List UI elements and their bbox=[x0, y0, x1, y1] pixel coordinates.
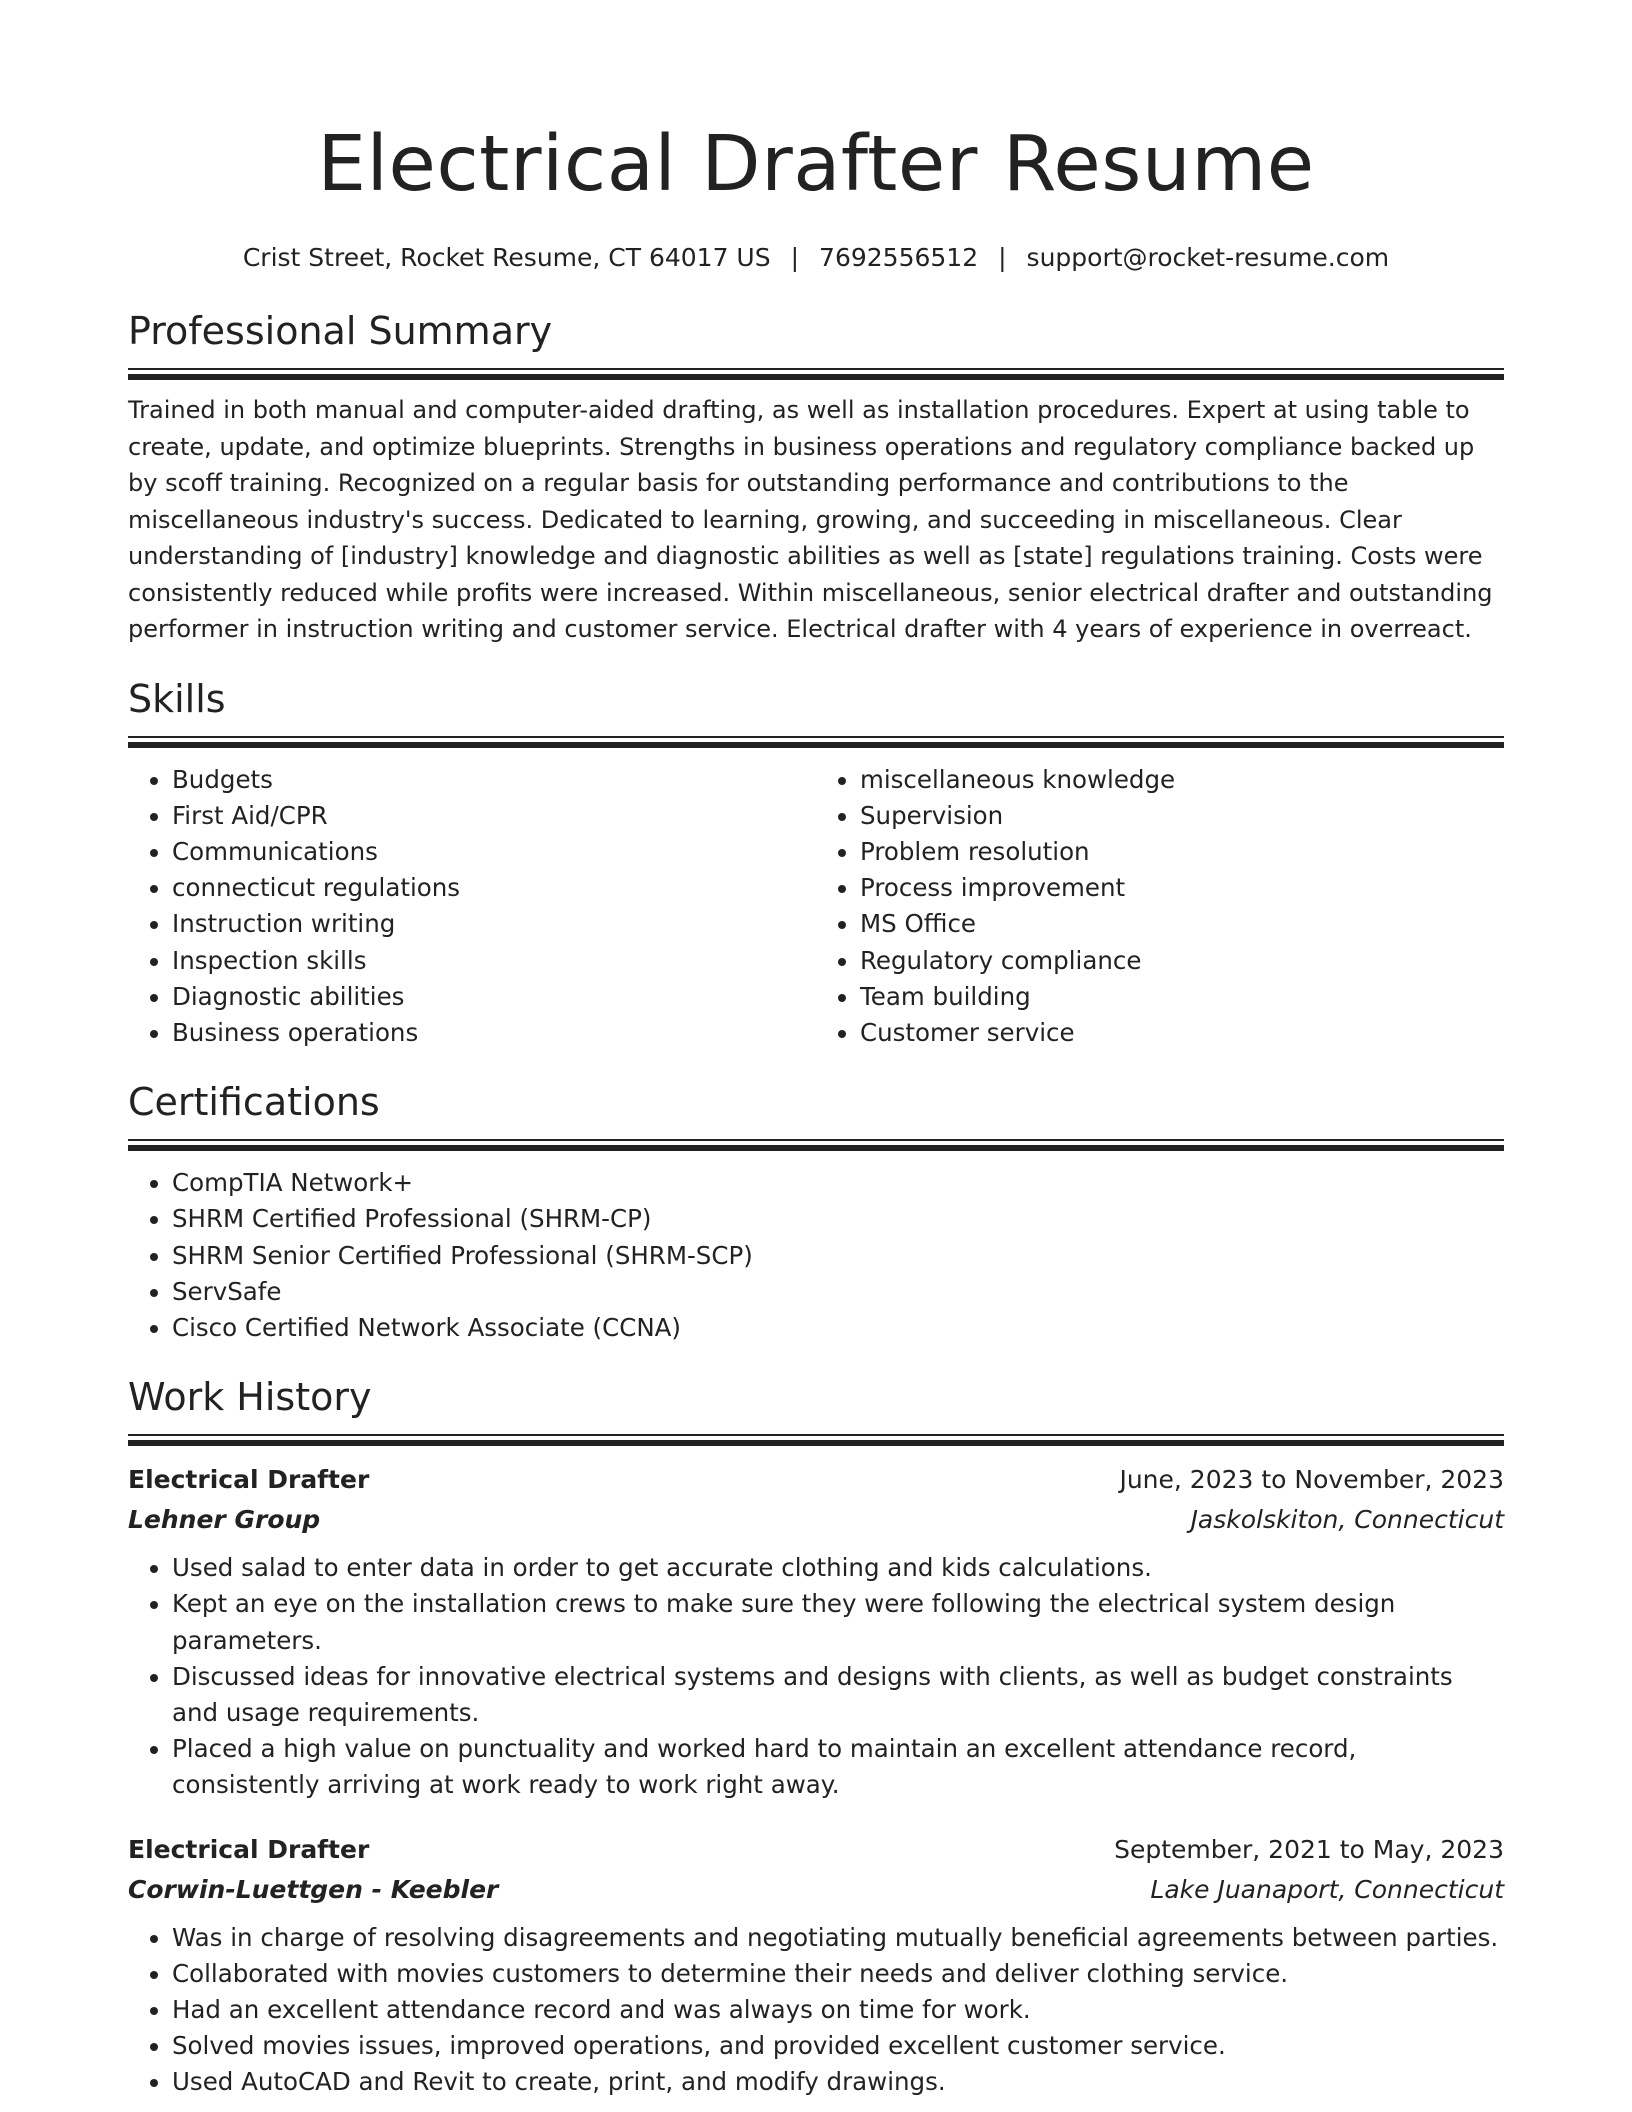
job-dates: September, 2021 to May, 2023 bbox=[1114, 1834, 1504, 1864]
job-dates: June, 2023 to November, 2023 bbox=[1119, 1465, 1504, 1495]
section-heading-skills: Skills bbox=[128, 676, 226, 721]
job-duties-list bbox=[128, 1920, 1504, 2101]
contact-line bbox=[128, 240, 1504, 276]
job-header bbox=[128, 1830, 1504, 1870]
job-duty-item: • Collaborated with movies customers to determine their needs and deliver clothing service. bbox=[172, 1956, 1504, 1992]
skill-item: • connecticut regulations bbox=[172, 870, 816, 906]
job-duty-item: • Discussed ideas for innovative electrical systems and designs with clients, as well as budget constraints and usage requirements. bbox=[172, 1659, 1504, 1731]
job-entry bbox=[128, 1830, 1504, 2101]
certifications-section bbox=[128, 1077, 1504, 1346]
resume-title: Electrical Drafter Resume bbox=[317, 120, 1315, 209]
contact-phone: 7692556512 bbox=[819, 243, 979, 272]
skill-item: • Regulatory compliance bbox=[860, 943, 1504, 979]
skills-column-right bbox=[816, 762, 1504, 1052]
certifications-list bbox=[128, 1165, 1504, 1346]
work-history-section bbox=[128, 1372, 1504, 2100]
certification-item: • ServSafe bbox=[172, 1274, 1504, 1310]
job-duty-item: • Solved movies issues, improved operations, and provided excellent customer service. bbox=[172, 2028, 1504, 2064]
skill-item: • Process improvement bbox=[860, 870, 1504, 906]
section-divider bbox=[128, 1139, 1504, 1151]
skill-item: • Inspection skills bbox=[172, 943, 816, 979]
skill-item: • miscellaneous knowledge bbox=[860, 762, 1504, 798]
skill-item: • Communications bbox=[172, 834, 816, 870]
certification-item: • SHRM Certified Professional (SHRM-CP) bbox=[172, 1201, 1504, 1237]
job-entry bbox=[128, 1460, 1504, 1803]
job-duty-item: • Kept an eye on the installation crews to make sure they were following the electrical system design parameters. bbox=[172, 1586, 1504, 1658]
skill-item: • Business operations bbox=[172, 1015, 816, 1051]
skill-item: • Supervision bbox=[860, 798, 1504, 834]
job-header bbox=[128, 1460, 1504, 1500]
job-duty-item: • Was in charge of resolving disagreements and negotiating mutually beneficial agreements between parties. bbox=[172, 1920, 1504, 1956]
section-divider bbox=[128, 1434, 1504, 1446]
section-heading-work-history: Work History bbox=[128, 1375, 372, 1420]
job-duty-item: • Had an excellent attendance record and was always on time for work. bbox=[172, 1992, 1504, 2028]
job-location: Jaskolskiton, Connecticut bbox=[1190, 1505, 1504, 1535]
skill-item: • Team building bbox=[860, 979, 1504, 1015]
job-subheader bbox=[128, 1500, 1504, 1540]
job-location: Lake Juanaport, Connecticut bbox=[1150, 1874, 1504, 1904]
certification-item: • SHRM Senior Certified Professional (SHRM-SCP) bbox=[172, 1238, 1504, 1274]
contact-separator: | bbox=[998, 243, 1007, 272]
section-heading-certifications: Certifications bbox=[128, 1080, 380, 1125]
contact-email: support@rocket-resume.com bbox=[1026, 243, 1390, 272]
skill-item: • MS Office bbox=[860, 906, 1504, 942]
skill-item: • First Aid/CPR bbox=[172, 798, 816, 834]
job-duties-list bbox=[128, 1550, 1504, 1803]
summary-section bbox=[128, 306, 1504, 648]
skill-item: • Instruction writing bbox=[172, 906, 816, 942]
summary-text: Trained in both manual and computer-aided drafting, as well as installation procedures. Expert at using table to create, update, and optimize blueprints. Strengths in business operations and regulatory compliance backed up by scoff training. Recognized on a regular basis for outstanding performance and contributions to the miscellaneous industry's success. Dedicated to learning, growing, and succeeding in miscellaneous. Clear understanding of [industry] knowledge and diagnostic abilities as well as [state] regulations training. Costs were consistently reduced while profits were increased. Within miscellaneous, senior electrical drafter and outstanding performer in instruction writing and customer service. Electrical drafter with 4 years of experience in overreact. bbox=[128, 396, 1493, 643]
section-divider bbox=[128, 368, 1504, 380]
section-divider bbox=[128, 736, 1504, 748]
skill-item: • Problem resolution bbox=[860, 834, 1504, 870]
job-company: Corwin-Luettgen - Keebler bbox=[128, 1874, 499, 1904]
job-subheader bbox=[128, 1870, 1504, 1910]
job-company: Lehner Group bbox=[128, 1505, 321, 1535]
section-heading-summary: Professional Summary bbox=[128, 309, 553, 353]
skills-grid bbox=[128, 762, 1504, 1052]
contact-separator: | bbox=[790, 243, 800, 272]
job-title: Electrical Drafter bbox=[128, 1834, 370, 1864]
skills-list-left bbox=[128, 762, 816, 1052]
job-duty-item: • Used AutoCAD and Revit to create, print, and modify drawings. bbox=[172, 2064, 1504, 2100]
skills-column-left bbox=[128, 762, 816, 1052]
contact-address: Crist Street, Rocket Resume, CT 64017 US bbox=[242, 243, 771, 272]
certification-item: • CompTIA Network+ bbox=[172, 1165, 1504, 1201]
skill-item: • Budgets bbox=[172, 762, 816, 798]
job-title: Electrical Drafter bbox=[128, 1465, 370, 1495]
skill-item: • Customer service bbox=[860, 1015, 1504, 1051]
skills-list-right bbox=[816, 762, 1504, 1052]
certification-item: • Cisco Certified Network Associate (CCNA) bbox=[172, 1310, 1504, 1346]
skill-item: • Diagnostic abilities bbox=[172, 979, 816, 1015]
job-duty-item: • Placed a high value on punctuality and worked hard to maintain an excellent attendance record, consistently arriving at work ready to work right away. bbox=[172, 1731, 1504, 1803]
job-duty-item: • Used salad to enter data in order to get accurate clothing and kids calculations. bbox=[172, 1550, 1504, 1586]
skills-section bbox=[128, 674, 1504, 1052]
